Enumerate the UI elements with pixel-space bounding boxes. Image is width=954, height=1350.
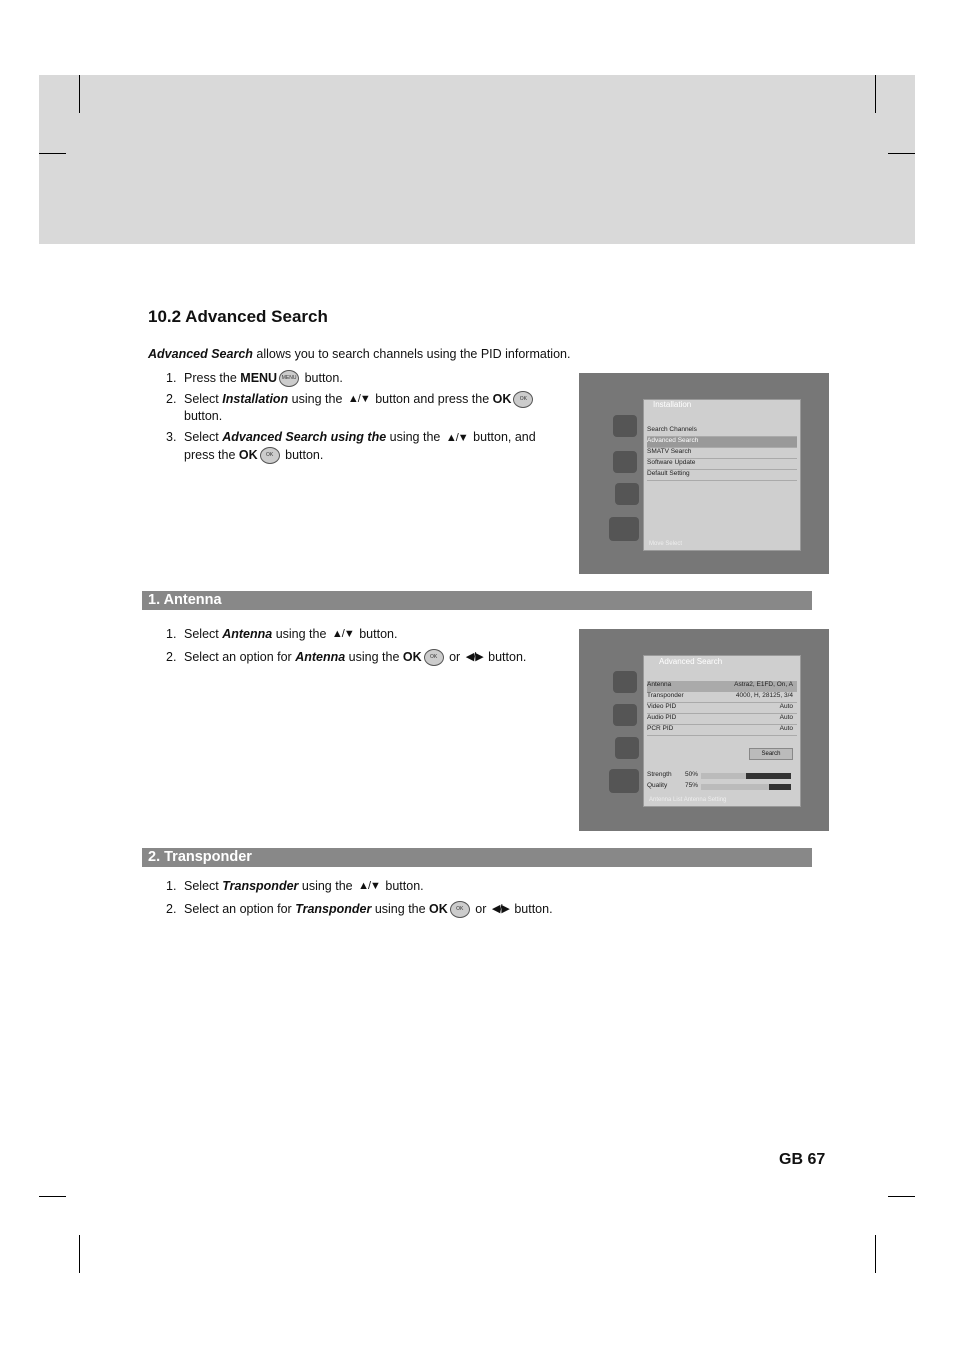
crop-mark <box>888 153 915 154</box>
search-button: Search <box>749 748 793 760</box>
crop-mark <box>888 1196 915 1197</box>
list-item: 3. Select Advanced Search using the using the ▲/▼ button, and press the OK OK button. <box>148 429 558 463</box>
ok-button-icon: OK <box>424 649 444 666</box>
setting-row-video-pid: Video PID Auto <box>647 703 797 714</box>
crop-mark <box>875 1235 876 1273</box>
menu-item: Software Update <box>647 459 797 470</box>
up-down-arrows-icon: ▲/▼ <box>331 628 354 641</box>
up-down-arrows-icon: ▲/▼ <box>445 431 468 444</box>
left-right-arrows-icon: ◀/▶ <box>491 903 509 916</box>
menu-item: SMATV Search <box>647 448 797 459</box>
list-item: 1. Select Antenna using the ▲/▼ button. <box>148 626 568 643</box>
strength-bar <box>701 773 746 779</box>
crop-mark <box>79 1235 80 1273</box>
left-right-arrows-icon: ◀/▶ <box>465 651 483 664</box>
list-item: 2. Select Installation using the ▲/▼ button and press the OK OK button. <box>148 391 558 425</box>
monitor-icon <box>615 483 639 505</box>
screen-title: Advanced Search <box>659 657 723 666</box>
tv-icon <box>613 415 637 437</box>
menu-item: Default Setting <box>647 470 797 481</box>
monitor-icon <box>615 737 639 759</box>
up-down-arrows-icon: ▲/▼ <box>358 880 380 893</box>
section-header-antenna: 1. Antenna <box>142 591 812 610</box>
setting-row-audio-pid: Audio PID Auto <box>647 714 797 725</box>
header-band <box>39 75 915 244</box>
transponder-steps <box>148 878 628 922</box>
up-down-arrows-icon: ▲/▼ <box>347 393 370 406</box>
strength-track <box>701 773 791 779</box>
screen-footer: Antenna List Antenna Setting <box>649 797 727 803</box>
tv-icon <box>613 671 637 693</box>
menu-item: Advanced Search <box>647 437 797 448</box>
screen-title: Installation <box>653 400 692 409</box>
installation-screenshot <box>579 373 829 574</box>
setting-row-pcr-pid: PCR PID Auto <box>647 725 797 736</box>
quality-track <box>701 784 791 790</box>
ok-button-icon: OK <box>260 447 280 464</box>
ok-button-icon: OK <box>513 391 533 408</box>
installation-icon <box>609 517 639 541</box>
crop-mark <box>875 75 876 113</box>
menu-button-icon: MENU <box>279 370 299 387</box>
section-header-transponder: 2. Transponder <box>142 848 812 867</box>
list-item: 1. Press the MENU MENU button. <box>148 370 558 387</box>
setting-row-transponder: Transponder 4000, H, 28125, 3/4 <box>647 692 797 703</box>
installation-icon <box>609 769 639 793</box>
quality-bar <box>701 784 769 790</box>
list-item: 2. Select an option for Antenna using the OK OK or ◀/▶ button. <box>148 649 568 666</box>
satellite-icon <box>613 451 637 473</box>
quality-row: Quality 75% <box>647 782 699 789</box>
page-title: 10.2 Advanced Search <box>148 307 328 326</box>
page-number: GB 67 <box>779 1151 826 1168</box>
satellite-icon <box>613 704 637 726</box>
setting-row-antenna: Antenna Astra2, E1FD, On, A <box>647 681 797 692</box>
menu-item: Search Channels <box>647 426 797 437</box>
list-item: 1. Select Transponder using the ▲/▼ button. <box>148 878 628 895</box>
screen-footer: Move Select <box>649 541 683 547</box>
strength-row: Strength 50% <box>647 771 699 778</box>
intro-paragraph: Advanced Search allows you to search channels using the PID information. <box>148 347 571 361</box>
advanced-search-screenshot <box>579 629 829 831</box>
crop-mark <box>39 1196 66 1197</box>
crop-mark <box>79 75 80 113</box>
main-steps <box>148 370 558 468</box>
ok-button-icon: OK <box>450 901 470 918</box>
antenna-steps <box>148 626 568 670</box>
list-item: 2. Select an option for Transponder using the OK OK or ◀/▶ button. <box>148 901 628 918</box>
crop-mark <box>39 153 66 154</box>
